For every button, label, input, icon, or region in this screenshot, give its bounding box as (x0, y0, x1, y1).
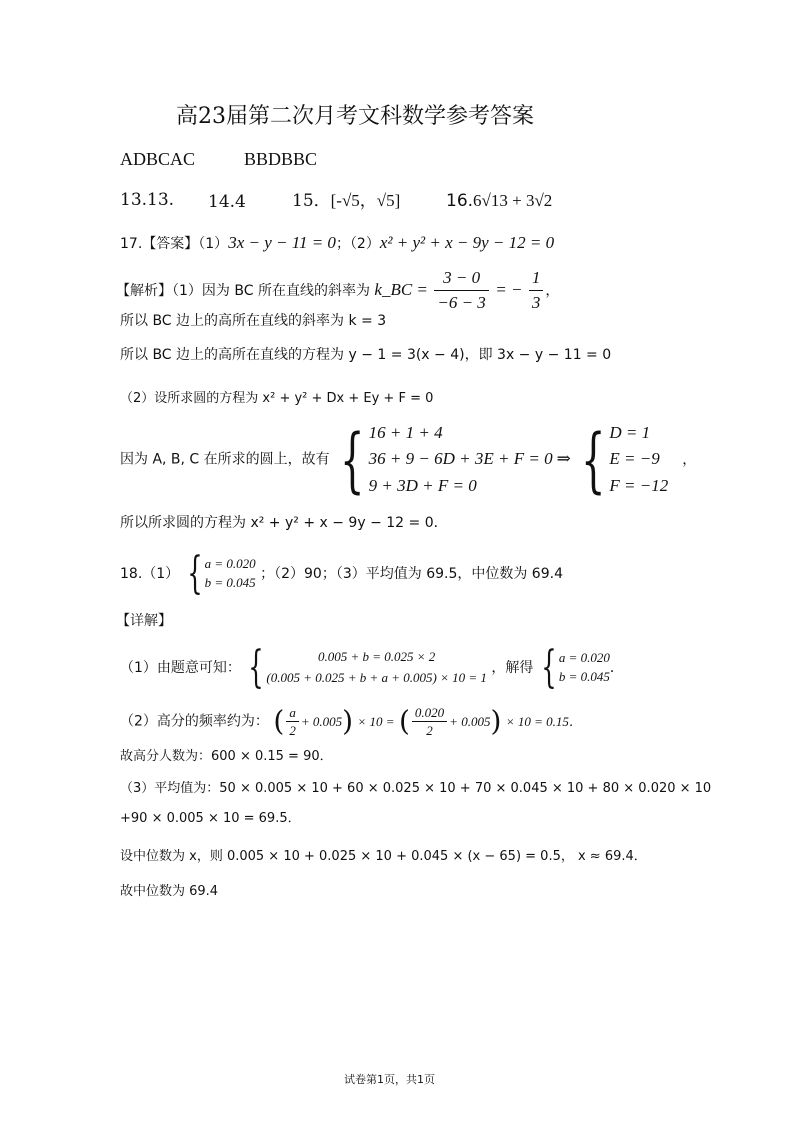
q17-analysis-line3: 所以 BC 边上的高所在直线的方程为 y − 1 = 3(x − 4)，即 3x − y − 11 = 0 (120, 347, 612, 363)
q18-sys-b: b = 0.045 (204, 575, 256, 590)
q17-p1-answer: 3x − y − 11 = 0 (228, 233, 336, 252)
q17-a5-text: 因为 A, B, C 在所求的圆上，故有 (120, 451, 330, 468)
q18-d2-end: × 10 = 0.15． (505, 714, 582, 729)
q17-slope-result (529, 268, 544, 314)
answer-q15 (292, 192, 400, 210)
q17-analysis-line1 (116, 268, 559, 314)
q18-d1-eq2: (0.005 + 0.025 + b + a + 0.005) × 10 = 1 (266, 670, 487, 685)
q18-sys-a: a = 0.020 (204, 556, 256, 572)
q17-head: 17.【答案】 (120, 236, 199, 252)
q18-answer-line (120, 548, 563, 599)
answer-q16-value: 6√13 + 3√2 (473, 191, 553, 210)
q18-detail-line5: +90 × 0.005 × 10 = 69.5． (120, 811, 301, 826)
q17-res-f: F = −12 (609, 475, 669, 495)
page-title: 高23届第二次月考文科数学参考答案 (176, 104, 534, 129)
q17-slope-result-num: 1 (529, 268, 544, 291)
q18-d2-frac1-den: 2 (289, 723, 296, 738)
q18-d1-result (538, 642, 610, 693)
q17-eq: = − (495, 279, 523, 299)
q18-d2-expr2: + 0.005 (449, 714, 491, 729)
q18-d2-frac1-num: a (286, 706, 299, 722)
q17-res-e: E = −9 (609, 449, 660, 469)
q17-slope-num: 3 − 0 (434, 268, 488, 291)
q17-analysis-line2: 所以 BC 边上的高所在直线的斜率为 k = 3 (120, 313, 387, 329)
q18-d1-mid: ，解得 (491, 660, 534, 676)
q17-slope-result-den: 3 (531, 293, 541, 313)
q18-detail-line6: 设中位数为 x，则 0.005 × 10 + 0.025 × 10 + 0.045 × (x − 65) = 0.5， x ≈ 69.4． (120, 849, 647, 864)
q18-tail: ；（2）90；（3）平均值为 69.5，中位数为 69.4 (260, 566, 563, 582)
q17-a5-end: ， (682, 451, 697, 468)
q17-a1-end: ， (545, 282, 560, 299)
q17-sys-eq1: 16 + 1 + 4 (368, 423, 443, 442)
q18-head: 18.（1） (120, 566, 180, 582)
left-brace-icon: { (580, 418, 606, 501)
q17-sys-eq2: 36 + 9 − 6D + 3E + F = 0 (368, 449, 553, 469)
q17-res-d: D = 1 (609, 423, 651, 442)
choice-answers-group2: BBDBBC (244, 149, 318, 169)
q17-p1-label: （1） (198, 236, 229, 252)
q17-kbc: k_BC = (374, 279, 428, 299)
q17-p2-label: （2） (349, 236, 380, 252)
q18-detail-line4: （3）平均值为：50 × 0.005 × 10 + 60 × 0.025 × 10 + 70 × 0.045 × 10 + 80 × 0.020 × 10 (120, 781, 712, 796)
q17-analysis-tag: 【解析】 (116, 282, 172, 299)
q17-slope-den: −6 − 3 (437, 293, 486, 313)
q17-slope-fraction (434, 268, 488, 314)
q18-d1-res-a: a = 0.020 (558, 650, 610, 666)
q18-detail-tag: 【详解】 (116, 613, 172, 629)
left-brace-icon: { (340, 418, 365, 501)
answer-q15-value: [-√5，√5] (330, 191, 401, 210)
q18-d1-res-b: b = 0.045 (558, 669, 610, 684)
q18-d2-text: （2）高分的频率约为： (120, 713, 269, 730)
q17-system-line (120, 420, 696, 499)
q17-p2-answer: x² + y² + x − 9y − 12 = 0 (379, 233, 555, 252)
q17-sys-eq3: 9 + 3D + F = 0 (368, 475, 477, 495)
answer-q14: 14.4 (208, 192, 246, 212)
q18-detail-line3: 故高分人数为：600 × 0.15 = 90． (120, 749, 333, 764)
answer-q13: 13.13. (120, 190, 175, 210)
q17-analysis-line6: 所以所求圆的方程为 x² + y² + x − 9y − 12 = 0． (120, 515, 448, 531)
choice-answers-group1: ADBCAC (120, 149, 196, 169)
page-footer: 试卷第1页，共1页 (344, 1073, 435, 1086)
q18-d2-frac2-den: 2 (426, 723, 433, 738)
q18-d2-expr1: + 0.005 (300, 714, 343, 729)
q18-detail-line7: 故中位数为 69.4 (120, 884, 219, 899)
q17-system (334, 420, 696, 499)
q17-answer-line (120, 234, 554, 251)
q18-d1-eq1: 0.005 + b = 0.025 × 2 (317, 649, 436, 665)
q18-d1-text: （1）由题意可知： (120, 660, 241, 676)
q18-d2-mid: × 10 = (357, 714, 395, 729)
answer-q16-label: 16. (446, 191, 474, 211)
q18-d1-end: ． (609, 660, 624, 676)
q18-d1-system (245, 642, 487, 693)
left-brace-icon: { (541, 642, 557, 693)
q18-answer-system (184, 548, 256, 599)
q18-detail-line2: （2）高分的频率约为： ( $\frac{a}{2}$ + 0.005) × 10 = ( $\frac{0.020}{2}$ + 0.005) × 10 = 0.15． (120, 704, 582, 738)
q17-a1-text: （1）因为 BC 所在直线的斜率为 (172, 282, 370, 299)
q17-analysis-line4: （2）设所求圆的方程为 x² + y² + Dx + Ey + F = 0 (120, 391, 434, 406)
left-brace-icon: { (186, 548, 203, 599)
left-brace-icon: { (248, 642, 265, 693)
q18-detail-line1 (120, 642, 624, 693)
answer-q15-label: 15． (292, 191, 331, 211)
q17-sep: ； (335, 236, 350, 252)
implies-arrow-icon: ⇒ (556, 449, 571, 470)
q18-d2-frac2-num: 0.020 (412, 706, 447, 722)
answer-q16 (446, 192, 552, 210)
